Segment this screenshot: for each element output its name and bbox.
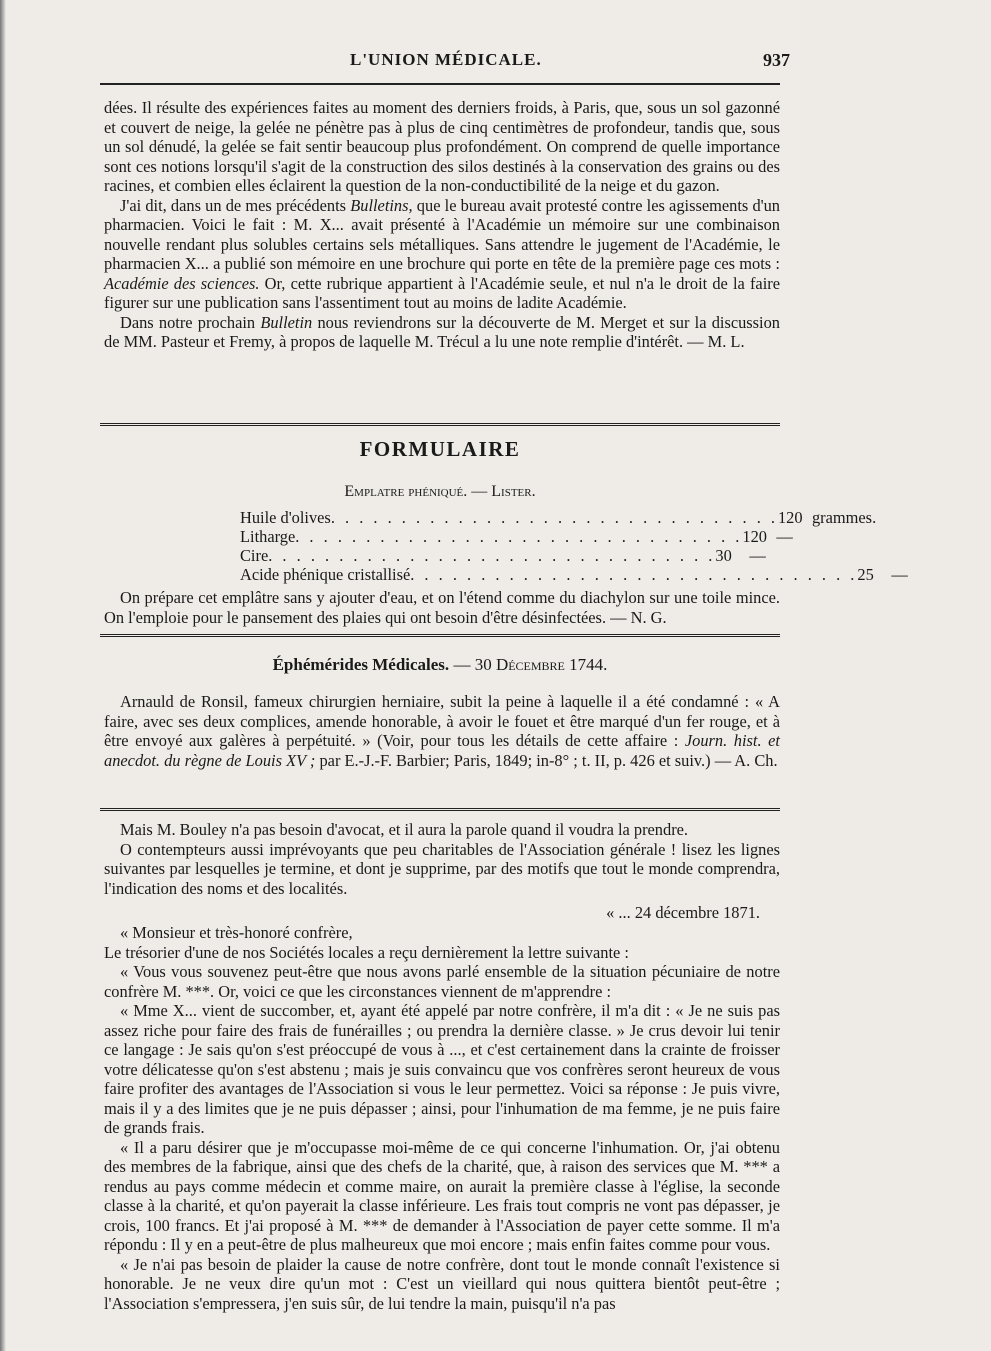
ingredient-row xyxy=(240,527,793,546)
closing-section-letter xyxy=(104,923,780,1313)
ingredient-name: Huile d'olives xyxy=(240,508,331,527)
page-binding-edge xyxy=(0,0,6,1351)
ingredient-list xyxy=(240,508,908,584)
intro-paragraph-2: J'ai dit, dans un de mes précédents Bulletins, que le bureau avait protesté contre les agissements d'un pharmacien. Voici le fait : M. X... avait présenté à l'Académie un mémoire sur une combinaison nouvelle rendant plus solubles certains sels métalliques. Sans attendre le jugement de l'Académie, le pharmacien X... a publié son mémoire en une brochure qui porte en tête de la première page ces mots : Académie des sciences. Or, cette rubrique appartient à l'Académie seule, et nul n'a le droit de la faire figurer sur une publication sans l'assentiment tout au moins de ladite Académie. xyxy=(104,195,780,312)
closing-paragraph-8: « Je n'ai pas besoin de plaider la cause de notre confrère, dont tout le monde connaît l'existence si honorable. Je ne veux dire qu'un mot : C'est un vieillard qui nous quittera bientôt peut-être ; l'Association s'empressera, j'en suis sûr, de lui tendre la main, puisqu'il n'a pas xyxy=(104,1254,780,1313)
page-number: 937 xyxy=(763,50,790,70)
ephemerides-section xyxy=(104,692,780,770)
ephemerides-date: — 30 Décembre 1744. xyxy=(453,655,608,674)
ingredient-row xyxy=(240,508,877,527)
closing-section-top xyxy=(104,820,780,898)
header-rule xyxy=(100,83,780,85)
page-header xyxy=(100,50,790,78)
closing-paragraph-6: « Mme X... vient de succomber, et, ayant été appelé par notre confrère, il m'a dit : « Je ne suis pas assez riche pour faire des frais de funérailles ; ou prendra la dernière classe. » Je crus devoir lui tenir ce langage : Je sais qu'on s'est préoccupé de vous à ..., et c'est certainement dans la crainte de froisser votre délicatesse qu'on s'est abstenu ; mais je suis convaincu que vos confrères seront heureux de vous faire profiter des avantages de l'Association si vous le leur permettez. Voici sa réponse : Je puis vivre, mais il y a des limites que je ne puis dépasser ; ainsi, pour l'inhumation de ma femme, je ne puis faire de grands frais. xyxy=(104,1001,780,1137)
leader-dots: . . . . . . . . . . . . . . . . . . . . . . . . . . . . . . . . xyxy=(410,565,858,584)
formulaire-section xyxy=(104,588,780,627)
intro-section xyxy=(104,98,780,352)
leader-dots: . . . . . . . . . . . . . . . . . . . . . . . . . . . . . . . . xyxy=(330,508,778,527)
section-divider-1 xyxy=(100,423,780,430)
closing-paragraph-4: Le trésorier d'une de nos Sociétés locales a reçu dernièrement la lettre suivante : xyxy=(104,942,629,962)
ingredient-name: Litharge xyxy=(240,527,296,546)
ephemerides-text: Arnauld de Ronsil, fameux chirurgien herniaire, subit la peine à laquelle il a été condamné : « A faire, avec ses deux complices, amende honorable, à avoir le fouet et être marqué d'un fer rouge, et à être envoyé aux galères à perpétuité. » (Voir, pour tous les détails de cette affaire : Journ. hist. et anecdot. du règne de Louis XV ; par E.-J.-F. Barbier; Paris, 1849; in-8° ; t. II, p. 426 et suiv.) — A. Ch. xyxy=(104,692,780,770)
ingredient-quantity: 120 xyxy=(777,508,803,527)
letter-dateline: « ... 24 décembre 1871. xyxy=(606,903,760,922)
ephemerides-heading xyxy=(100,655,780,675)
ingredient-quantity: 120 xyxy=(742,527,767,546)
closing-paragraph-7: « Il a paru désirer que je m'occupasse moi-même de ce qui concerne l'inhumation. Or, j'ai obtenu des membres de la fabrique, ainsi que des chefs de la charité, que, à raison des services que M. *** a rendus au pays comme médecin et comme maire, on aurait la première classe à l'église, la seconde classe à la charité, et qu'on payerait la classe inférieure. Les frais tout compris ne vont pas dépasser, je crois, 100 francs. Et j'ai proposé à M. *** de demander à l'Association de payer cette somme. Il m'a répondu : Il y en a peut-être de plus malheureux que moi encore ; mais enfin faites comme pour vous. xyxy=(104,1137,780,1254)
ingredient-unit: — xyxy=(776,527,793,546)
closing-paragraph-2: O contempteurs aussi imprévoyants que peu charitables de l'Association générale ! lisez les lignes suivantes par lesquelles je termine, et dont je supprime, par des motifs que tout le monde comprendra, l'indication des noms et des localités. xyxy=(104,839,780,898)
section-divider-3 xyxy=(100,808,780,815)
section-divider-2 xyxy=(100,634,780,641)
formulaire-text: On prépare cet emplâtre sans y ajouter d'eau, et on l'étend comme du diachylon sur une toile mince. On l'emploie pour le pansement des plaies qui ont besoin d'être désinfectées. — N. G. xyxy=(104,588,780,627)
formulaire-subtitle: Emplatre phéniqué. — Lister. xyxy=(344,483,536,500)
ingredient-row xyxy=(240,565,908,584)
ingredient-quantity: 25 xyxy=(857,565,874,584)
intro-paragraph-3: Dans notre prochain Bulletin nous reviendrons sur la découverte de M. Merget et sur la discussion de MM. Pasteur et Fremy, à propos de laquelle M. Trécul a lu une note remplie d'intérêt. — M. L. xyxy=(104,312,780,351)
ingredient-unit: — xyxy=(891,565,908,584)
formulaire-title: FORMULAIRE xyxy=(359,437,521,461)
letter-salutation: « Monsieur et très-honoré confrère, xyxy=(120,923,353,942)
ingredient-row xyxy=(240,546,766,565)
ingredient-name: Acide phénique cristallisé xyxy=(240,565,411,584)
ingredient-unit: grammes. xyxy=(811,508,877,527)
leader-dots: . . . . . . . . . . . . . . . . . . . . . . . . . . . . . . . . xyxy=(295,527,743,546)
running-title: L'UNION MÉDICALE. xyxy=(350,50,542,69)
intro-paragraph-1: dées. Il résulte des expériences faites au moment des derniers froids, à Paris, que, sous un sol gazonné et couvert de neige, la gelée ne pénètre pas à plus de cinq centimètres de profondeur, tandis que, sous un sol dénudé, la gelée se fait sentir beaucoup plus profondément. On comprend de quelle importance sont ces notions lorsqu'il s'agit de la construction des silos destinés à la conservation des grains ou des racines, et combien elles éclairent la question de la non-conductibilité de la neige et du gazon. xyxy=(104,98,780,195)
ephemerides-title: Éphémérides Médicales. xyxy=(272,655,450,674)
ingredient-name: Cire xyxy=(240,546,269,565)
closing-paragraph-5: « Vous vous souvenez peut-être que nous avons parlé ensemble de la situation pécuniaire de notre confrère M. ***. Or, voici ce que les circonstances viennent de m'apprendre : xyxy=(104,962,780,1001)
ingredient-quantity: 30 xyxy=(715,546,732,565)
leader-dots: . . . . . . . . . . . . . . . . . . . . . . . . . . . . . . . . xyxy=(268,546,716,565)
closing-paragraph-1: Mais M. Bouley n'a pas besoin d'avocat, et il aura la parole quand il voudra la prendre. xyxy=(120,820,689,839)
ingredient-unit: — xyxy=(749,546,766,565)
